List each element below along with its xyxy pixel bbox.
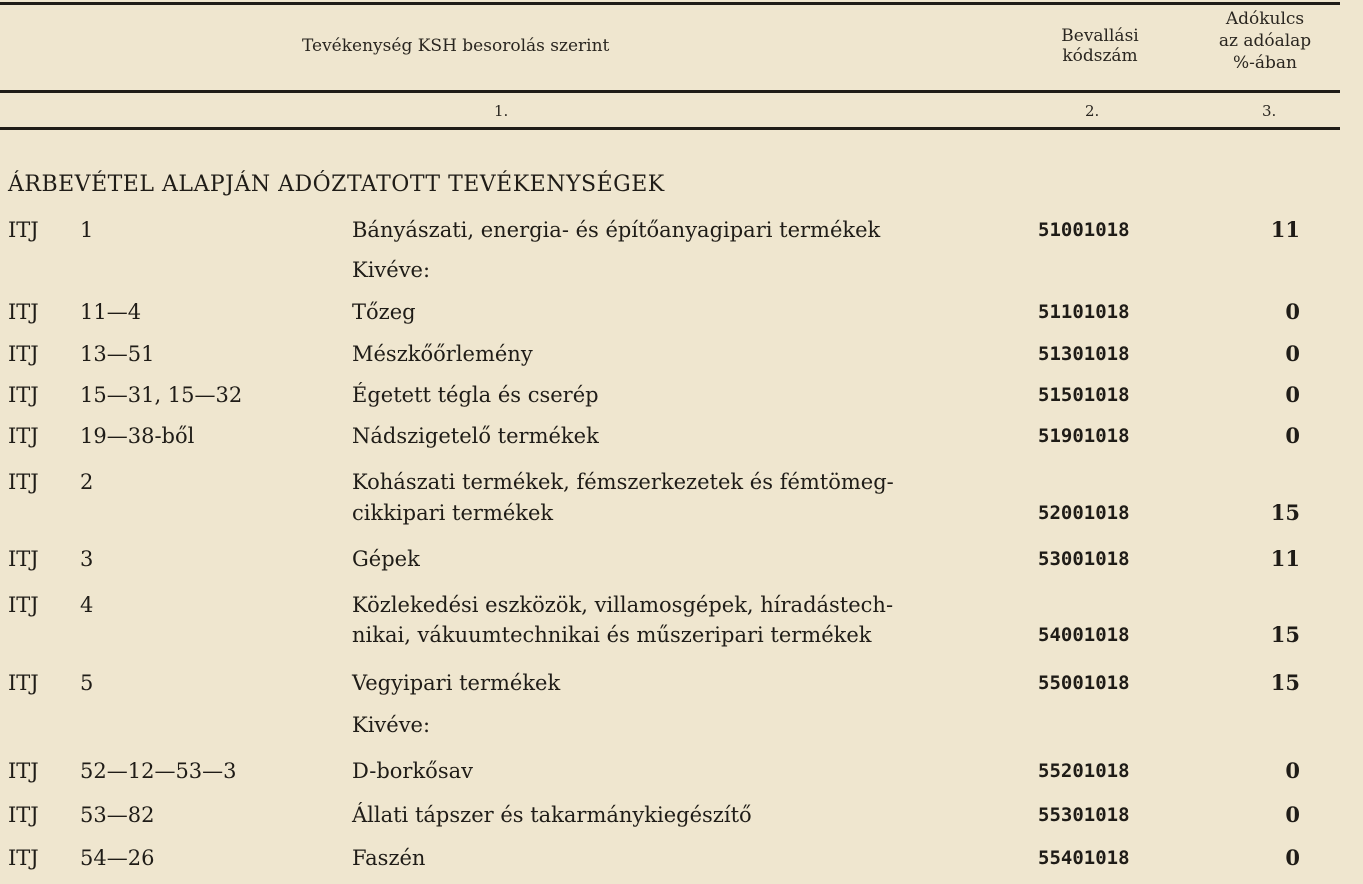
itj-number: 15—31, 15—32 <box>80 383 243 407</box>
itj-number: 19—38-ből <box>80 424 195 448</box>
column-header-code <box>1025 26 1175 66</box>
activity-name: D-borkősav <box>352 759 473 783</box>
activity-name: Nádszigetelő termékek <box>352 424 599 448</box>
column-header-code-line1: Bevallási <box>1061 26 1139 46</box>
itj-label: ITJ <box>8 759 39 783</box>
tax-rate: 0 <box>1285 802 1300 827</box>
table-row <box>0 499 1363 539</box>
activity-name: Mészkőőrlemény <box>352 342 533 366</box>
itj-number: 3 <box>80 547 94 571</box>
column-header-activity: Tevékenység KSH besorolás szerint <box>302 36 610 56</box>
column-number-3: 3. <box>1262 102 1277 120</box>
activity-name: Állati tápszer és takarmánykiegészítő <box>352 803 752 827</box>
itj-label: ITJ <box>8 846 39 870</box>
itj-label: ITJ <box>8 218 39 242</box>
return-code: 51501018 <box>1038 384 1130 406</box>
itj-label: ITJ <box>8 803 39 827</box>
tax-rate: 0 <box>1285 341 1300 366</box>
tax-rate: 0 <box>1285 758 1300 783</box>
return-code: 55201018 <box>1038 760 1130 782</box>
table-row <box>0 298 1363 338</box>
tax-rate: 0 <box>1285 845 1300 870</box>
column-header-code-line2: kódszám <box>1062 46 1138 66</box>
return-code: 51101018 <box>1038 301 1130 323</box>
column-header-rate-line1: Adókulcs <box>1225 9 1305 29</box>
table-row <box>0 757 1363 797</box>
header-bottom-rule <box>0 127 1340 130</box>
itj-label: ITJ <box>8 300 39 324</box>
activity-name: Tőzeg <box>352 300 416 324</box>
return-code: 55301018 <box>1038 804 1130 826</box>
activity-name: Kohászati termékek, fémszerkezetek és fémtömeg- <box>352 470 894 494</box>
column-number-2: 2. <box>1085 102 1100 120</box>
return-code: 51301018 <box>1038 343 1130 365</box>
activity-name: nikai, vákuumtechnikai és műszeripari termékek <box>352 623 872 647</box>
table-row <box>0 844 1363 884</box>
activity-name: Faszén <box>352 846 426 870</box>
itj-label: ITJ <box>8 593 39 617</box>
itj-number: 53—82 <box>80 803 155 827</box>
itj-label: ITJ <box>8 547 39 571</box>
activity-name: cikkipari termékek <box>352 501 554 525</box>
return-code: 53001018 <box>1038 548 1130 570</box>
itj-label: ITJ <box>8 383 39 407</box>
activity-name: Kivéve: <box>352 713 431 737</box>
tax-rate: 0 <box>1285 299 1300 324</box>
column-header-rate-line2: az adóalap <box>1218 31 1312 51</box>
table-row <box>0 216 1363 256</box>
itj-label: ITJ <box>8 671 39 695</box>
table-row <box>0 711 1363 751</box>
itj-number: 2 <box>80 470 94 494</box>
tax-rate: 15 <box>1270 622 1300 647</box>
activity-name: Égetett tégla és cserép <box>352 383 599 407</box>
return-code: 52001018 <box>1038 502 1130 524</box>
header-rule <box>0 90 1340 93</box>
itj-number: 5 <box>80 671 94 695</box>
column-number-1: 1. <box>494 102 509 120</box>
tax-rate: 0 <box>1285 423 1300 448</box>
itj-number: 13—51 <box>80 342 155 366</box>
activity-name: Gépek <box>352 547 420 571</box>
return-code: 51901018 <box>1038 425 1130 447</box>
activity-name: Vegyipari termékek <box>352 671 561 695</box>
activity-name: Közlekedési eszközök, villamosgépek, híradástech- <box>352 593 894 617</box>
tax-rate: 0 <box>1285 382 1300 407</box>
activity-name: Kivéve: <box>352 258 431 282</box>
section-title: ÁRBEVÉTEL ALAPJÁN ADÓZTATOTT TEVÉKENYSÉGEK <box>8 172 665 197</box>
itj-number: 54—26 <box>80 846 155 870</box>
table-row <box>0 381 1363 421</box>
itj-number: 52—12—53—3 <box>80 759 237 783</box>
itj-label: ITJ <box>8 470 39 494</box>
tax-rate: 11 <box>1270 217 1300 242</box>
return-code: 51001018 <box>1038 219 1130 241</box>
return-code: 54001018 <box>1038 624 1130 646</box>
itj-number: 11—4 <box>80 300 142 324</box>
tax-rate: 15 <box>1270 670 1300 695</box>
table-row <box>0 422 1363 462</box>
column-header-rate <box>1185 8 1345 74</box>
tax-rate: 11 <box>1270 546 1300 571</box>
activity-name: Bányászati, energia- és építőanyagipari termékek <box>352 218 881 242</box>
table-row <box>0 621 1363 661</box>
table-row <box>0 801 1363 841</box>
tax-rate: 15 <box>1270 500 1300 525</box>
top-rule <box>0 2 1340 5</box>
itj-number: 1 <box>80 218 94 242</box>
table-row <box>0 669 1363 709</box>
itj-number: 4 <box>80 593 94 617</box>
return-code: 55001018 <box>1038 672 1130 694</box>
table-row <box>0 256 1363 296</box>
table-row <box>0 340 1363 380</box>
column-header-rate-line3: %-ában <box>1233 53 1297 73</box>
itj-label: ITJ <box>8 424 39 448</box>
itj-label: ITJ <box>8 342 39 366</box>
return-code: 55401018 <box>1038 847 1130 869</box>
table-row <box>0 545 1363 585</box>
